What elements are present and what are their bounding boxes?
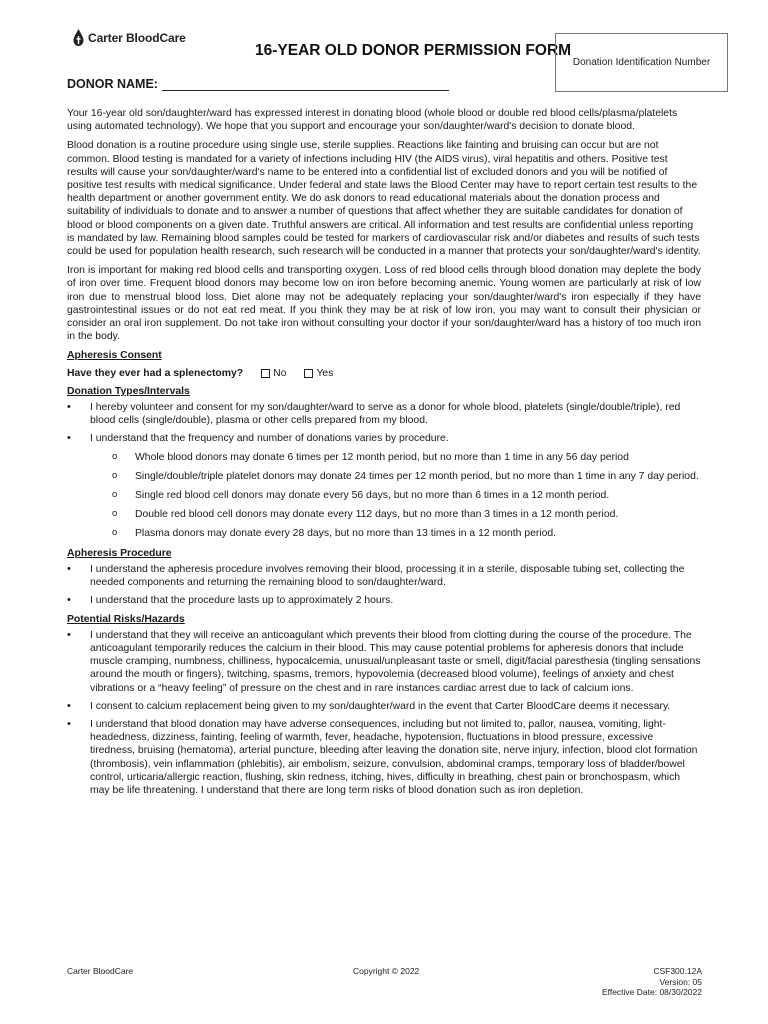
donor-name-row: [67, 77, 449, 91]
form-code: CSF300.12A: [653, 966, 702, 976]
intro-paragraph: Your 16-year old son/daughter/ward has expressed interest in donating blood (whole blood or double red blood cells/plasma/platelets using automated technology). We hope that you support and encourage your son/daughter/ward's decision to donate blood.: [67, 108, 678, 133]
yes-checkbox[interactable]: [304, 369, 313, 378]
iron-paragraph: Iron is important for making red blood cells and transporting oxygen. Loss of red blood cells through blood donation may deplete the body of iron over time. Frequent blood donors may become low on iron before becoming anemic. Young women are particularly at risk of low iron due to menstrual blood loss. Diet alone may not be adequately replacing your son/daughter/ward's iron especially if they have gastrointestinal issues or do not eat red meat. If you think they may be at risk of low iron, you may want to consult their physician or consider an oral iron supplement. Do not take iron without consulting your doctor if your son/daughter/ward has a history of too much iron in the body.: [67, 265, 701, 343]
apheresis-consent-heading: Apheresis Consent: [67, 350, 162, 362]
splenectomy-question: [67, 367, 701, 380]
donation-types-list: [67, 401, 701, 541]
carter-bloodcare-logo: [72, 28, 186, 47]
splenectomy-no-option[interactable]: [261, 367, 286, 380]
sub-list-item: o Single red blood cell donors may donate every 56 days, but no more than 6 times in a 12 month period.: [90, 489, 701, 502]
blood-donation-paragraph: Blood donation is a routine procedure using single use, sterile supplies. Reactions like fainting and bruising can occur but are not common. Blood testing is mandated for a variety of infections including HIV (the AIDS virus), viral hepatitis and others. Positive test results will cause your son/daughter/ward's name to be entered into a confidential list of excluded donors and you will be notified of positive test results with medical significance. Under federal and state laws the Blood Center may have to report certain test results to the health department or another government entity. We do ask donors to read educational materials about the donation process and suitability of individuals to donate and to answer a number of questions that affect whether they are suitable candidates for donation of blood or blood components on a given date. Truthful answers are critical. All information and test results are confidential unless reporting is mandated by law. Remaining blood samples could be tested for markers of cardiovascular risk and/or diabetes and results of such tests could be used for population health research, such research will be conducted in a manner that protects your son/daughter/ward's identity.: [67, 140, 701, 258]
footer-form-info: [602, 966, 702, 998]
yes-label: Yes: [316, 367, 334, 379]
form-version: Version: 05: [659, 976, 702, 987]
list-item: • I understand the apheresis procedure involves removing their blood, processing it in a sterile, disposable tubing set, collecting the needed components and returning the remaining blood to son/daughter/ward.: [67, 563, 701, 589]
effective-date: Effective Date: 08/30/2022: [601, 987, 702, 997]
donor-name-label: DONOR NAME:: [67, 77, 158, 91]
donation-id-label: Donation Identification Number: [572, 57, 711, 68]
apheresis-procedure-list: [67, 563, 701, 608]
list-item: • I understand that they will receive an anticoagulant which prevents their blood from clotting during the course of the procedure. The anticoagulant temporarily reduces the calcium in their blood. This may cause potential problems for apheresis donors that include muscle cramping, numbness, chilliness, hypocalcemia, unusual/unpleasant taste or smell, digit/facial paresthesia (tingling sensations around the mouth or fingers), twitching, spasms, tremors, hypovolemia (decreased blood volume), feelings of anxiety and chest vibrations or a “heavy feeling” of pressure on the chest and in rare instances cardiac arrest due to lack of calcium ions.: [67, 629, 701, 695]
footer-copyright: Copyright © 2022: [353, 966, 420, 976]
interval-sublist: [90, 451, 701, 541]
sub-list-item: o Single/double/triple platelet donors may donate 24 times per 12 month period, but no more than 1 time in any 7 day period.: [90, 470, 701, 483]
form-body: [67, 107, 701, 802]
risks-heading: Potential Risks/Hazards: [67, 613, 185, 625]
risks-list: [67, 629, 701, 797]
logo-text: Carter BloodCare: [88, 30, 186, 45]
list-item: [67, 432, 701, 540]
blood-drop-icon: [72, 28, 85, 47]
sub-list-item: o Plasma donors may donate every 28 days, but no more than 13 times in a 12 month period.: [90, 527, 701, 540]
apheresis-procedure-heading: Apheresis Procedure: [67, 547, 172, 559]
no-label: No: [273, 367, 287, 379]
sub-list-item: o Whole blood donors may donate 6 times per 12 month period, but no more than 1 time in any 56 day period: [90, 451, 701, 464]
consent-text: I hereby volunteer and consent for my son/daughter/ward to serve as a donor for whole blood, platelets (single/double/triple), red blood cells (single/double), plasma or other cells prepared from my blood.: [90, 402, 681, 427]
frequency-text: I understand that the frequency and number of donations varies by procedure.: [90, 433, 449, 445]
splenectomy-question-text: Have they ever had a splenectomy?: [67, 367, 244, 379]
list-item: [67, 401, 701, 427]
no-checkbox[interactable]: [261, 369, 270, 378]
donor-name-field[interactable]: [162, 77, 449, 91]
footer-org: Carter BloodCare: [67, 966, 134, 976]
sub-list-item: o Double red blood cell donors may donate every 112 days, but no more than 3 times in a 12 month period.: [90, 508, 701, 521]
page-title: 16-YEAR OLD DONOR PERMISSION FORM: [255, 42, 572, 59]
donation-id-box[interactable]: [555, 33, 728, 92]
list-item: • I consent to calcium replacement being given to my son/daughter/ward in the event that Carter BloodCare deems it necessary.: [67, 700, 701, 713]
list-item: • I understand that the procedure lasts up to approximately 2 hours.: [67, 594, 701, 607]
splenectomy-yes-option[interactable]: [304, 367, 333, 380]
list-item: • I understand that blood donation may have adverse consequences, including but not limited to, pallor, nausea, vomiting, light-headedness, dizziness, fainting, feeling of warmth, fever, headache, hypotension, fluctuations in blood pressure, excessive tiredness, bruising (hematoma), arterial puncture, bleeding after leaving the donation site, nerve injury, infection, blood clot formation (thrombosis), vein inflammation (phlebitis), air embolism, seizure, convulsion, abdominal cramps, temporary loss of bladder/bowel control, urticaria/allergic reaction, flushing, skin redness, itching, hives, difficulty in breathing, chest pain or bronchospasm, which may be life threatening. I understand that there are long term risks of blood donation such as iron depletion.: [67, 718, 701, 797]
donation-types-heading: Donation Types/Intervals: [67, 385, 190, 397]
